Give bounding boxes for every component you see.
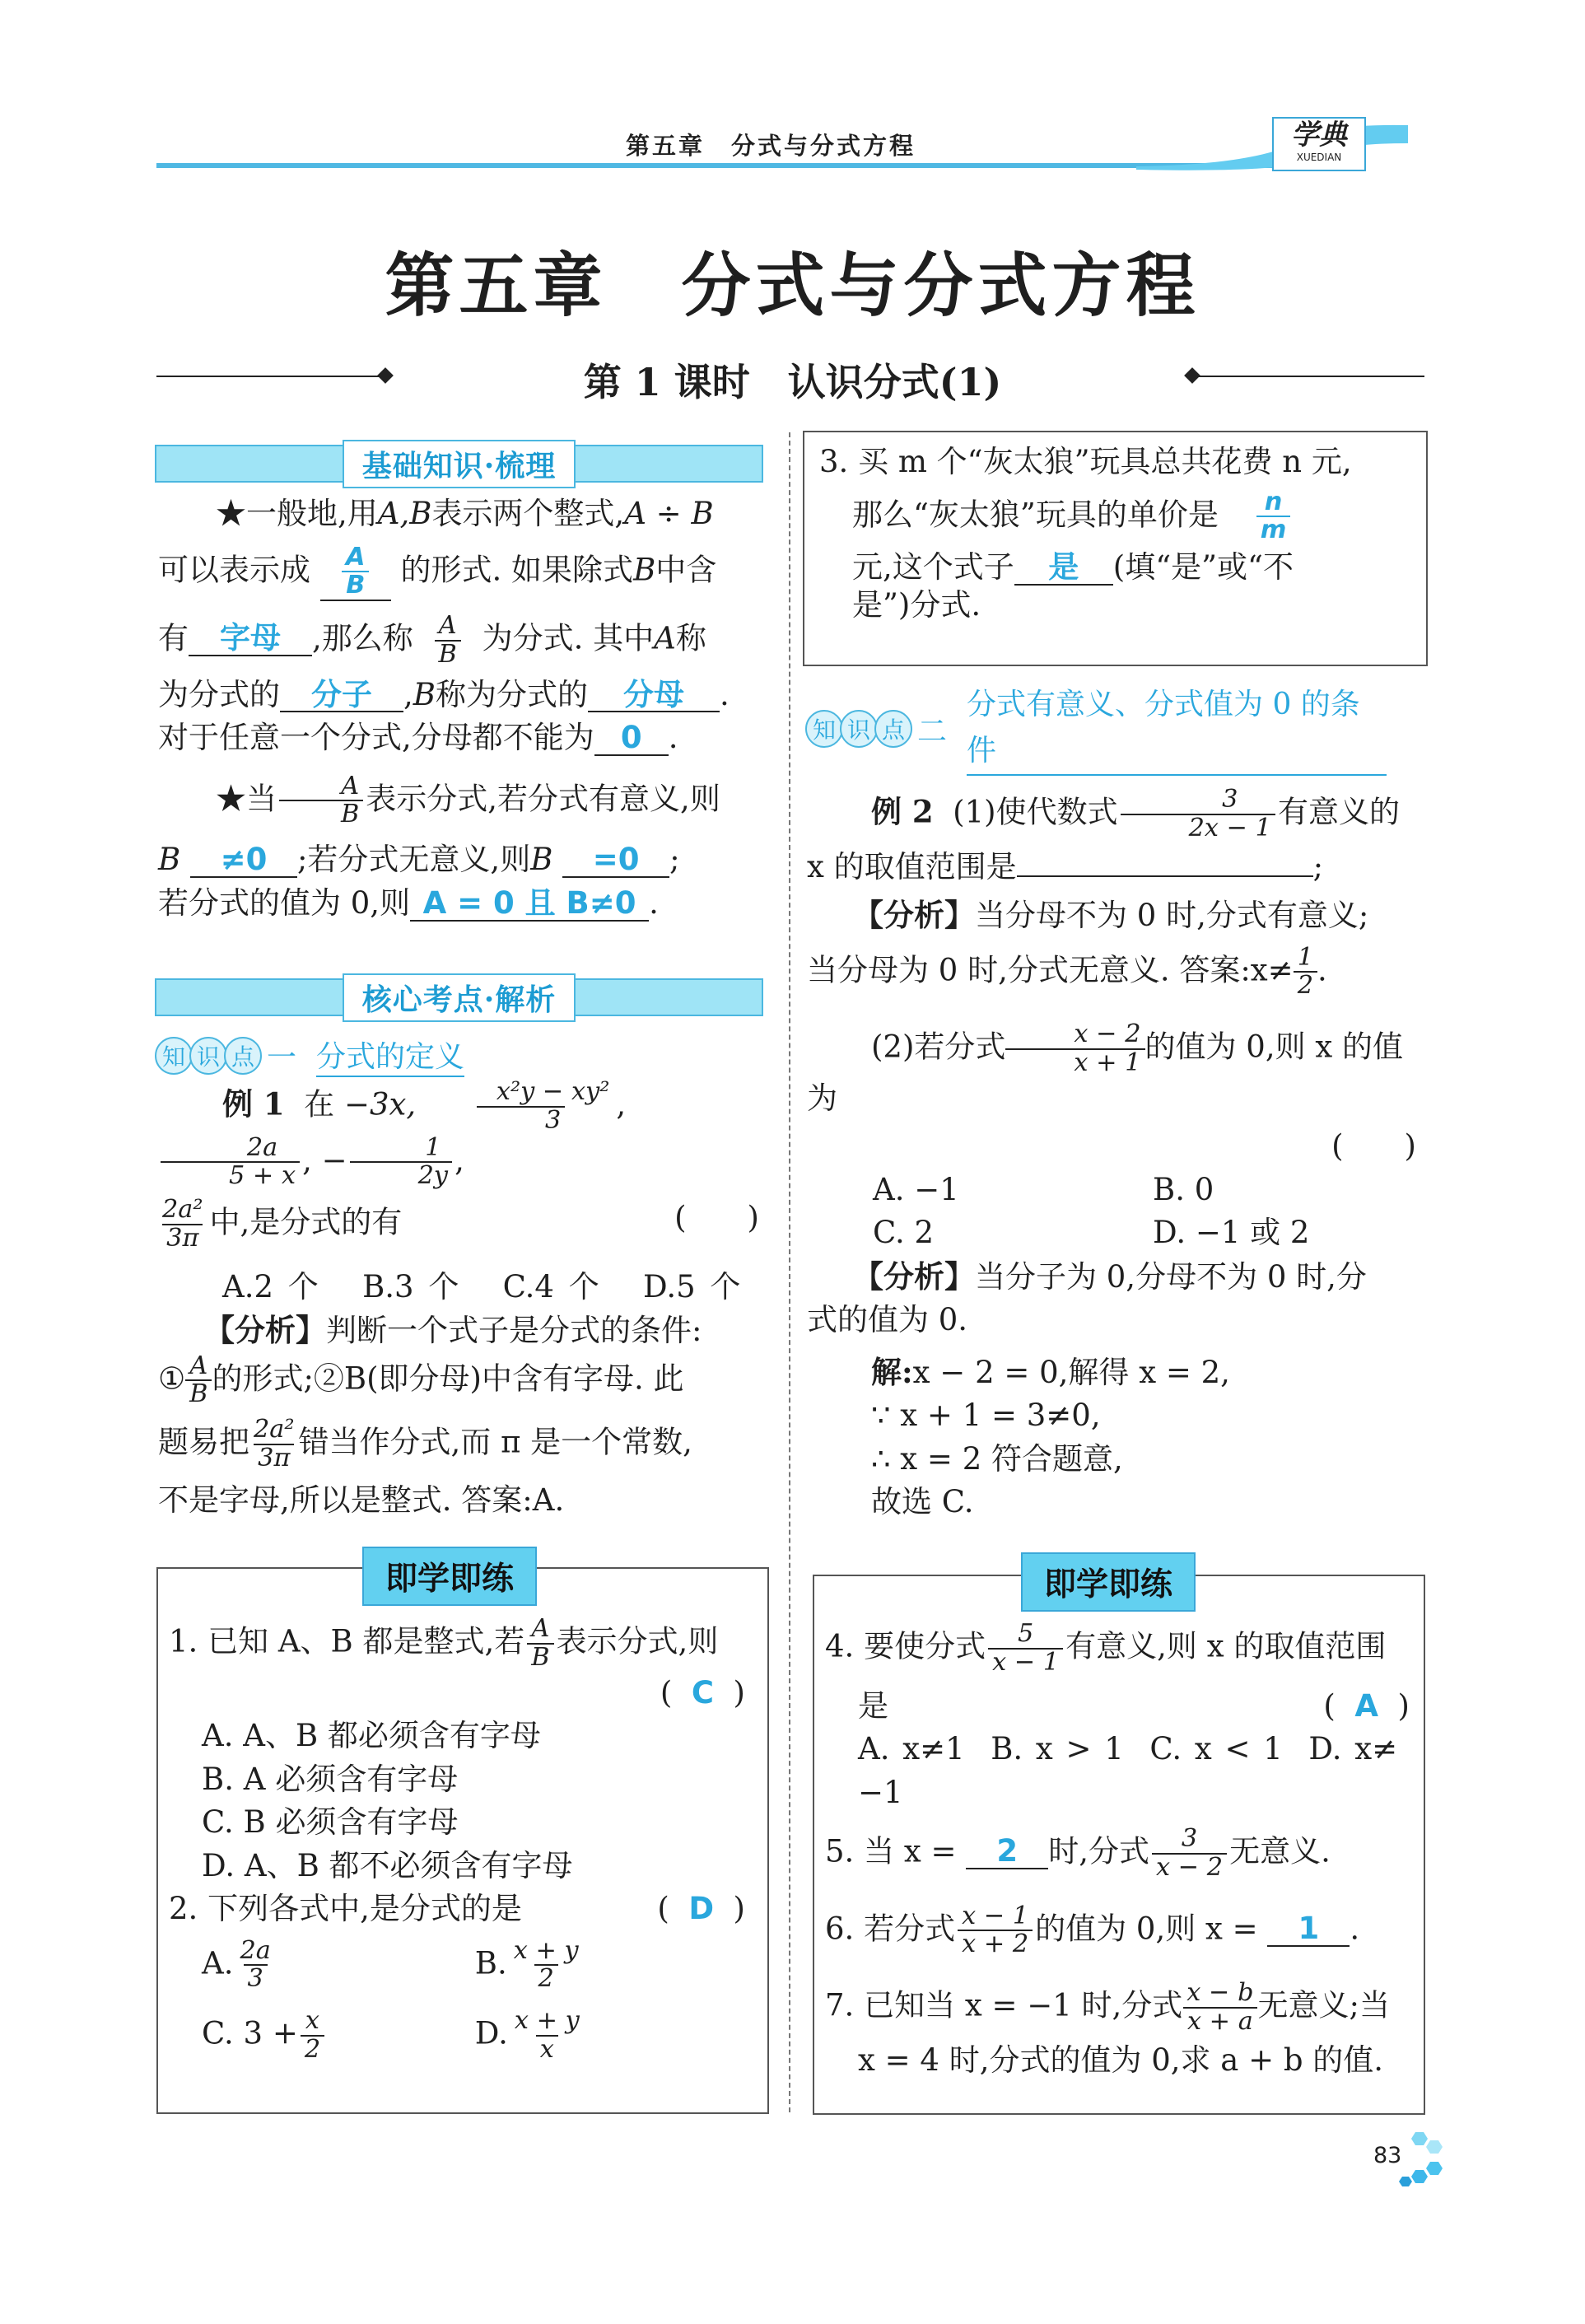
hexagon-decoration [1379,2129,1445,2191]
practice-title-right: 即学即练 [1021,1552,1196,1612]
kp-circle: 点 [874,710,912,748]
practice-title-left: 即学即练 [362,1547,537,1606]
q3: 3. 买 m 个“灰太狼”玩具总共花费 n 元, 那么“灰太狼”玩具的单价是 $\frac{n}{m}$ 元,这个式子 是 (填“是”或“不 是”)分式. [819,444,1352,623]
answer-condition: A = 0 且 B≠0 [410,888,649,922]
lesson-rule-right [1194,376,1424,377]
section-banner-basics [155,445,763,483]
header-chapter-label: 第五章 分式与分式方程 [626,132,916,160]
kp-circle: 知 [805,710,843,748]
kp-circle: 识 [189,1037,227,1075]
answer-not-zero: ≠0 [190,844,297,878]
kp-circle: 识 [840,710,878,748]
logo-text: 学典 [1291,119,1347,152]
practice-left: 1. 已知 A、B 都是整式,若 $\frac{A}{B}$ 表示分式,则 ( C ) A. A、B 都必须含有字母 B. A 必须含有字母 C. B 必须含有字母 D. A、B 都不必须含有字母 2. 下列各式中,是分式的是 ( D ) A. $\frac{2a}{3}$ B. $\frac{x + y}{2}$ C. 3 + $\frac{x}{2}$ D. $\frac{x + y}{x}$ [169,1614,745,2065]
example-2: 例 2 (1)使代数式 $\frac{3}{2x - 1}$ 有意义的 x 的取值范围是 ; 【分析】当分母不为 0 时,分式有意义; 当分母为 0 时,分式无意义. 答案:x≠ $\frac{1}{2}$ . (2)若分式 $\frac{x - 2}{x + 1}$ 的值为 0,则 x 的值为 ( ) A. −1 B. 0 C. 2 D. −1 或 2 【分析】当分子为 0,分母不为 0 时,分 式的值为 0. 解:x − 2 = 0,解得 x = 2, ∵ x + 1 = 3≠0, ∴ x = 2 符合题意, 故选 C. [807,785,1416,1520]
kp-circle: 知 [155,1037,193,1075]
basics-text: ★一般地,用A,B表示两个整式,A ÷ B 可以表示成 $\frac{A}{B}$ 的形式. 如果除式B中含 有 字母 ,那么称 $\frac{A}{B}$ 为分式. 其中A称 为分式的 分子 ,B称为分式的 分母 . 对于任意一个分式,分母都不能为 0 . ★当 $\frac{A}{B}$ 表示分式,若分式有意义,则 B ≠0 ;若分式无意义,则B =0 ; 若分式的值为 0,则 A = 0 且 B≠0 . [158,496,730,921]
answer-letters: 字母 [189,623,312,656]
column-divider [789,432,790,2112]
knowledge-point-2: 知 识 点 二 分式有意义、分式值为 0 的条件 [805,682,1423,776]
q4-answer: A [1354,1687,1379,1724]
answer-denominator: 分母 [588,679,720,713]
answer-zero: 0 [594,722,669,756]
logo-sub: XUEDIAN [1296,152,1342,163]
logo [1272,117,1366,171]
q1-answer: C [691,1674,715,1710]
practice-right: 4. 要使分式 $\frac{5}{x - 1}$ 有意义,则 x 的取值范围 是 ( A ) A. x≠1 B. x > 1 C. x < 1 D. x≠ −1 5. 当 x = 2 时,分式 $\frac{3}{x - 2}$ 无意义. 6. 若分式 $\frac{x - 1}{x + 2}$ 的值为 0,则 x = 1 . 7. 已知当 x = −1 时,分式 $\frac{x - b}{x + a}$ 无意义;当 x = 4 时,分式的值为 0,求 a + b 的值. [825,1619,1410,2078]
section-banner-core [155,978,763,1016]
q5-answer: 2 [966,1836,1048,1869]
knowledge-point-1: 知 识 点 一 分式的定义 [155,1034,464,1077]
section-title-core: 核心考点·解析 [343,973,576,1022]
q6-answer: 1 [1267,1913,1350,1947]
page-title: 第五章 分式与分式方程 [385,245,1200,326]
example-1: 例 1 在 −3x, $\frac{\text{x²y − xy²}}{3}$ , $\frac{2a}{5 + x}$ , − $\frac{1}{2y}$ , $\frac{\text{2a²}}{3\pi}$ 中,是分式的有 ( ) A.2 个 B.3 个 C.4 个 D.5 个 【分析】判断一个式子是分式的条件: ① $\frac{A}{B}$ 的形式;②B(即分母)中含有字母. 此 题易把 $\frac{\text{2a²}}{3\pi}$ 错当作分式,而 π 是一个常数, 不是字母,所以是整式. 答案:A. [158,1077,759,1518]
answer-numerator: 分子 [280,679,403,713]
answer-equal-zero: =0 [562,844,669,878]
page-number: 83 [1373,2143,1402,2168]
q2-answer: D [688,1891,715,1927]
answer-is: 是 [1014,552,1113,586]
header-line [156,163,1276,168]
kp-circle: 点 [224,1037,262,1075]
section-title-basics: 基础知识·梳理 [343,440,576,488]
lesson-title: 第 1 课时 认识分式(1) [583,360,1002,404]
